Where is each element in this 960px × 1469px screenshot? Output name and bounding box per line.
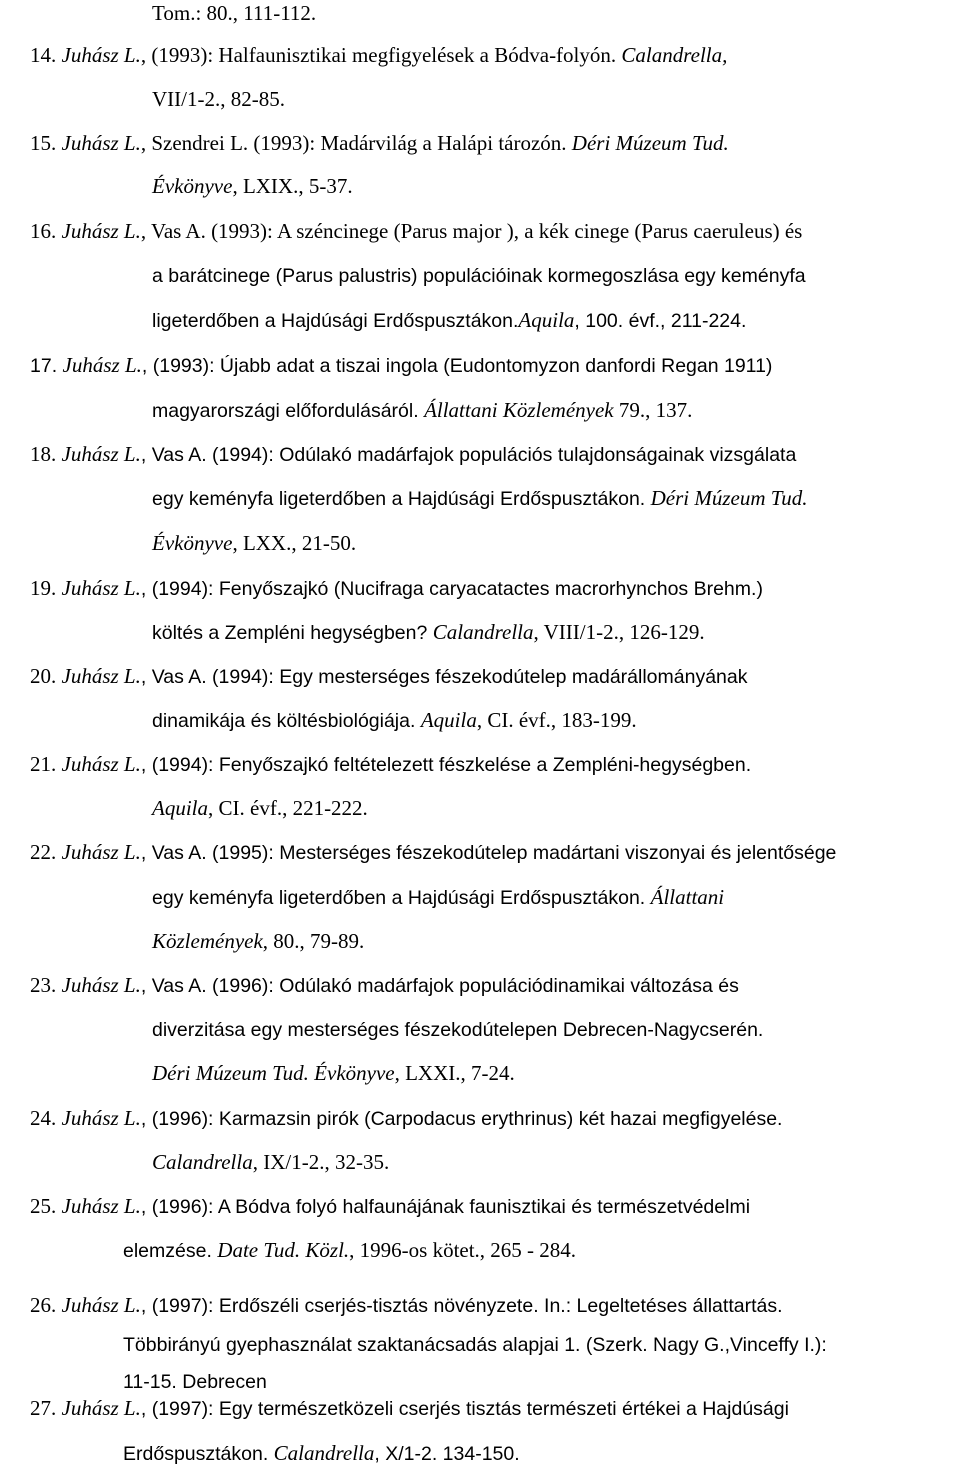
italic-text: Juhász L. [62, 353, 142, 377]
text-segment: , (1996): Karmazsin pirók (Carpodacus erythrinus) két hazai megfigyelése. [140, 1108, 783, 1130]
reference-entry-line [30, 972, 739, 998]
text-segment: , (1994): Fenyőszajkó feltételezett fészkelése a Zempléni-hegységben. [140, 754, 752, 776]
italic-text: Aquila [152, 796, 208, 820]
reference-continuation-line [152, 707, 637, 733]
text-segment: Erdőspusztákon. [123, 1443, 274, 1465]
text-segment: 11-15. Debrecen [123, 1371, 267, 1393]
italic-text: Juhász L. [61, 43, 141, 67]
text-segment: 18. [30, 442, 62, 466]
text-segment: 22. [30, 840, 62, 864]
reference-continuation-line [152, 173, 353, 199]
text-segment: egy keményfa ligeterdőben a Hajdúsági Erdőspusztákon. [152, 488, 651, 510]
italic-text: Juhász L. [61, 442, 141, 466]
reference-continuation-line [152, 485, 808, 511]
reference-entry-line [30, 1105, 782, 1131]
text-segment: 23. [30, 973, 62, 997]
text-segment: dinamikája és költésbiológiája. [152, 710, 421, 732]
reference-continuation-line [152, 619, 705, 645]
reference-entry-line [30, 352, 772, 378]
text-segment: Tom.: 80., 111-112. [152, 1, 317, 25]
reference-entry-line [30, 1395, 789, 1421]
text-segment: a barátcinege (Parus palustris) populációinak kormegoszlása egy keményfa [152, 265, 806, 287]
reference-continuation-line [123, 1237, 576, 1263]
italic-text: Juhász L. [61, 576, 141, 600]
italic-text: Déri Múzeum Tud. [571, 131, 729, 155]
italic-text: Juhász L. [61, 1194, 141, 1218]
reference-continuation-line [152, 1060, 515, 1086]
text-segment: 19. [30, 576, 62, 600]
text-segment: 16. [30, 219, 62, 243]
reference-continuation-line [152, 1149, 389, 1175]
reference-entry-line [30, 575, 763, 601]
text-segment: , 1996-os kötet., 265 - 284. [349, 1238, 577, 1262]
text-segment: , VIII/1-2., 126-129. [533, 620, 705, 644]
text-segment: 79., 137. [613, 398, 693, 422]
italic-text: Állattani [650, 885, 725, 909]
reference-continuation-line [152, 86, 285, 112]
text-segment: Többirányú gyephasználat szaktanácsadás alapjai 1. (Szerk. Nagy G.,Vinceffy I.): [123, 1334, 827, 1356]
italic-text: Aquila [420, 708, 477, 732]
italic-text: Állattani Közlemények [424, 398, 614, 422]
italic-text: Juhász L. [61, 1293, 141, 1317]
reference-continuation-line [123, 1440, 520, 1466]
text-segment: magyarországi előfordulásáról. [152, 400, 425, 422]
text-segment: költés a Zempléni hegységben? [152, 622, 433, 644]
italic-text: Calandrella [152, 1150, 253, 1174]
text-segment: , (1994): Fenyőszajkó (Nucifraga caryacatactes macrorhynchos Brehm.) [140, 578, 763, 600]
italic-text: Juhász L. [61, 664, 141, 688]
italic-text: Juhász L. [61, 973, 141, 997]
text-segment: 24. [30, 1106, 62, 1130]
text-segment: , X/1-2. 134-150. [374, 1443, 520, 1465]
text-segment: , Vas A. (1996): Odúlakó madárfajok populációdinamikai változása és [140, 975, 739, 997]
text-segment: 20. [30, 664, 62, 688]
reference-entry-line [152, 0, 316, 26]
reference-entry-line [30, 751, 751, 777]
italic-text: Évkönyve [152, 531, 233, 555]
italic-text: Aquila [518, 308, 575, 332]
reference-continuation-line [152, 307, 746, 333]
italic-text: Juhász L. [61, 219, 141, 243]
italic-text: Évkönyve [152, 174, 233, 198]
text-segment: , (1993): Halfaunisztikai megfigyelések a Bódva-folyón. [140, 43, 622, 67]
reference-entry-line [30, 42, 727, 68]
italic-text: Juhász L. [61, 752, 141, 776]
text-segment: , Szendrei L. (1993): Madárvilág a Halápi tározón. [140, 131, 572, 155]
reference-entry-line [30, 1193, 750, 1219]
text-segment: , 80., 79-89. [262, 929, 365, 953]
text-segment: 15. [30, 131, 62, 155]
reference-entry-line [30, 441, 796, 467]
italic-text: Déri Múzeum Tud. Évkönyve [152, 1061, 395, 1085]
italic-text: Juhász L. [61, 840, 141, 864]
reference-entry-line [30, 218, 802, 244]
text-segment: elemzése. [123, 1240, 218, 1262]
reference-entry-line [30, 839, 836, 865]
italic-text: Juhász L. [61, 131, 141, 155]
italic-text: Juhász L. [61, 1396, 141, 1420]
italic-text: Calandrella [432, 620, 534, 644]
text-segment: , CI. évf., 183-199. [476, 708, 637, 732]
reference-continuation-line [152, 530, 356, 556]
text-segment: , CI. évf., 221-222. [208, 796, 368, 820]
text-segment: , Vas A. (1994): Egy mesterséges fészekodútelep madárállományának [140, 666, 748, 688]
italic-text: Calandrella, [621, 43, 728, 67]
text-segment: ligeterdőben a Hajdúsági Erdőspusztákon. [152, 310, 519, 332]
text-segment: egy keményfa ligeterdőben a Hajdúsági Erdőspusztákon. [152, 887, 651, 909]
reference-continuation-line [152, 795, 368, 821]
text-segment: , (1993): Újabb adat a tiszai ingola (Eudontomyzon danfordi Regan 1911) [141, 355, 773, 377]
text-segment: , (1996): A Bódva folyó halfaunájának faunisztikai és természetvédelmi [140, 1196, 751, 1218]
text-segment: , (1997): Erdőszéli cserjés-tisztás növényzete. In.: Legeltetéses állattartás. [140, 1295, 783, 1317]
text-segment: , LXX., 21-50. [232, 531, 357, 555]
reference-continuation-line [123, 1368, 267, 1394]
reference-continuation-line [123, 1331, 827, 1357]
text-segment: , LXXI., 7-24. [394, 1061, 515, 1085]
italic-text: Közlemények [152, 929, 263, 953]
text-segment: diverzitása egy mesterséges fészekodútelepen Debrecen-Nagycserén. [152, 1019, 764, 1041]
reference-entry-line [30, 1292, 783, 1318]
reference-continuation-line [152, 397, 692, 423]
italic-text: Juhász L. [61, 1106, 141, 1130]
text-segment: 21. [30, 752, 62, 776]
italic-text: Calandrella [273, 1441, 375, 1465]
text-segment: , Vas A. (1995): Mesterséges fészekodútelep madártani viszonyai és jelentősége [140, 842, 837, 864]
reference-continuation-line [152, 262, 806, 288]
reference-entry-line [30, 130, 729, 156]
text-segment: , Vas A. (1993): A széncinege (Parus major ), a kék cinege (Parus caeruleus) és [140, 219, 803, 243]
text-segment: , IX/1-2., 32-35. [252, 1150, 390, 1174]
reference-continuation-line [152, 1016, 763, 1042]
reference-continuation-line [152, 884, 724, 910]
reference-entry-line [30, 663, 748, 689]
text-segment: , 100. évf., 211-224. [574, 310, 747, 332]
italic-text: Déri Múzeum Tud. [650, 486, 808, 510]
reference-continuation-line [152, 928, 364, 954]
text-segment: 17. [30, 355, 63, 377]
italic-text: Date Tud. Közl. [217, 1238, 350, 1262]
text-segment: , LXIX., 5-37. [232, 174, 353, 198]
text-segment: , Vas A. (1994): Odúlakó madárfajok populációs tulajdonságainak vizsgálata [140, 444, 797, 466]
text-segment: 26. [30, 1293, 62, 1317]
text-segment: 14. [30, 43, 62, 67]
text-segment: 27. [30, 1396, 62, 1420]
text-segment: 25. [30, 1194, 62, 1218]
text-segment: , (1997): Egy természetközeli cserjés tisztás természeti értékei a Hajdúsági [140, 1398, 789, 1420]
text-segment: VII/1-2., 82-85. [152, 87, 285, 111]
